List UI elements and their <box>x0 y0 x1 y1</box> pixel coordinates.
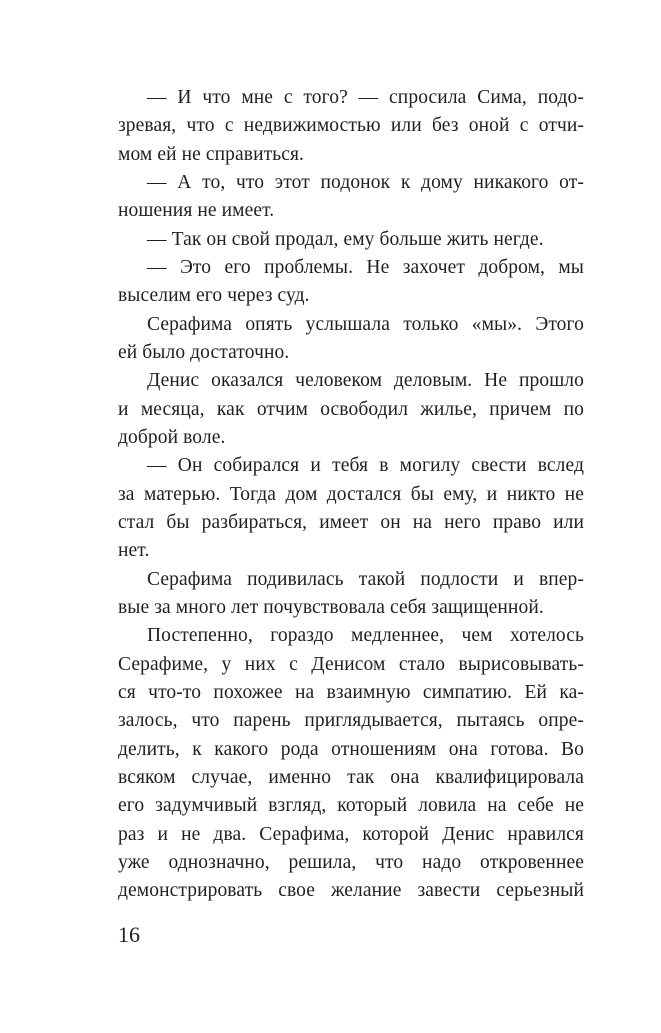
text-line: выселим его через суд. <box>118 285 310 307</box>
text-line: — Он собирался и тебя в могилу свести вслед <box>147 455 584 477</box>
text-line: Денис оказался человеком деловым. Не прошло <box>147 370 584 392</box>
text-line: мом ей не справиться. <box>118 143 305 165</box>
text-line: его задумчивый взгляд, который ловила на себе не <box>118 795 584 817</box>
page-number: 16 <box>118 922 140 947</box>
text-line: — А то, что этот подонок к дому никакого от- <box>147 171 584 193</box>
text-line: ношения не имеет. <box>118 200 275 222</box>
text-line: за матерью. Тогда дом достался бы ему, и никто не <box>118 483 584 505</box>
text-line: демонстрировать свое желание завести серьезный <box>118 880 584 902</box>
text-line: всяком случае, именно так она квалифицировала <box>118 766 584 788</box>
text-line: нет. <box>118 540 150 562</box>
text-line: Серафиме, у них с Денисом стало вырисовывать- <box>118 653 584 675</box>
text-line: ей было достаточно. <box>118 341 290 363</box>
text-line: делить, к какого рода отношениям она готова. Во <box>118 738 584 760</box>
text-line: стал бы разбираться, имеет он на него право или <box>118 511 584 533</box>
text-line: уже однозначно, решила, что надо откровеннее <box>118 851 584 873</box>
text-line: — И что мне с того? — спросила Сима, подо- <box>147 87 584 108</box>
text-line: раз и не два. Серафима, которой Денис нравился <box>118 823 584 845</box>
text-line: Постепенно, гораздо медленнее, чем хотелось <box>147 625 584 647</box>
text-line: доброй воле. <box>118 426 226 448</box>
text-line: — Так он свой продал, ему больше жить негде. <box>147 228 544 250</box>
text-line: и месяца, как отчим освободил жилье, причем по <box>118 398 584 420</box>
text-line: — Это его проблемы. Не захочет добром, мы <box>147 256 584 278</box>
text-line: Серафима подивилась такой подлости и впер- <box>147 568 584 590</box>
text-line: Серафима опять услышала только «мы». Этого <box>147 313 584 335</box>
text-line: залось, что парень приглядывается, пытаясь опре- <box>118 710 584 732</box>
text-line: вые за много лет почувствовала себя защищенной. <box>118 596 544 618</box>
text-line: ся что-то похожее на взаимную симпатию. Ей ка- <box>118 681 584 703</box>
text-line: зревая, что с недвижимостью или без оной с отчи- <box>118 115 584 137</box>
